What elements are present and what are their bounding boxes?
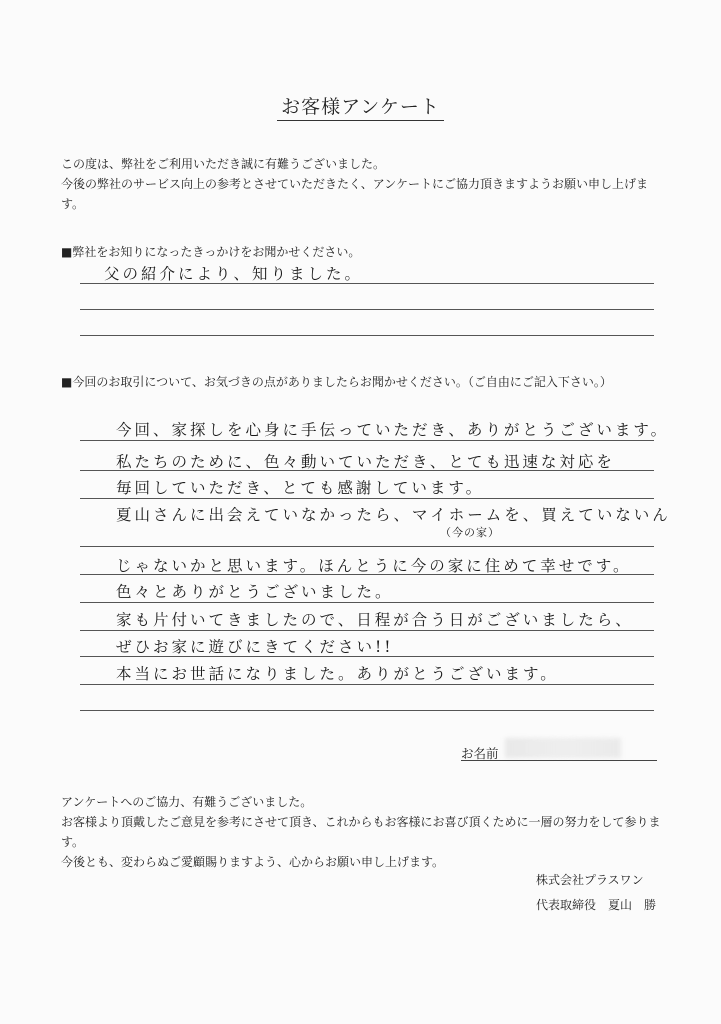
answer-rule xyxy=(80,440,654,441)
answer-line-7: 家も片付いてきましたので、日程が合う日がございましたら、 xyxy=(116,611,634,629)
answer-rule xyxy=(80,684,654,685)
answer-rule xyxy=(80,309,654,310)
answer-line-8: ぜひお家に遊びにきてください!! xyxy=(116,638,394,656)
answer-rule xyxy=(80,630,654,631)
answer-rule xyxy=(80,283,654,284)
question-1-answer: 父の紹介により、知りました。 xyxy=(104,265,364,283)
representative-name: 代表取締役 夏山 勝 xyxy=(536,898,657,912)
answer-line-2: 私たちのために、色々動いていただき、とても迅速な対応を xyxy=(116,453,615,471)
redacted-name xyxy=(505,738,621,758)
answer-insertion: （今の家） xyxy=(440,526,500,539)
answer-rule xyxy=(80,335,654,336)
answer-rule xyxy=(80,574,654,575)
answer-rule xyxy=(80,710,654,711)
answer-rule xyxy=(80,498,654,499)
closing-line-3: 今後とも、変わらぬご愛顧賜りますよう、心からお願い申し上げます。 xyxy=(61,855,445,869)
company-name: 株式会社プラスワン xyxy=(536,873,644,887)
closing-line-1: アンケートへのご協力、有難うございました。 xyxy=(61,795,313,809)
answer-rule xyxy=(80,602,654,603)
closing-line-2: お客様より頂戴したご意見を参考にさせて頂き、これからもお客様にお喜び頂くために一層の努力をして参ります。 xyxy=(61,815,661,849)
name-label: お名前 xyxy=(461,746,499,761)
answer-rule xyxy=(80,656,654,657)
answer-line-1: 今回、家探しを心身に手伝っていただき、ありがとうございます。 xyxy=(116,421,670,439)
question-2-label: ■今回のお取引について、お気づきの点がありましたらお聞かせください。（ご自由にご記入下さい。） xyxy=(61,375,612,389)
answer-line-4: 夏山さんに出会えていなかったら、マイホームを、買えていないん xyxy=(116,506,671,524)
question-1-label: ■弊社をお知りになったきっかけをお聞かせください。 xyxy=(61,245,361,259)
name-rule xyxy=(461,760,657,761)
intro-line-1: この度は、弊社をご利用いただき誠に有難うございました。 xyxy=(61,157,386,171)
answer-line-6: 色々とありがとうございました。 xyxy=(116,583,394,601)
answer-rule xyxy=(80,546,654,547)
answer-rule xyxy=(80,470,654,471)
answer-line-3: 毎回していただき、とても感謝しています。 xyxy=(116,479,485,497)
answer-line-9: 本当にお世話になりました。ありがとうございます。 xyxy=(116,665,559,683)
answer-line-5: じゃないかと思います。ほんとうに今の家に住めて幸せです。 xyxy=(116,557,632,575)
page-title: お客様アンケート xyxy=(0,92,721,119)
intro-line-2: 今後の弊社のサービス向上の参考とさせていただきたく、アンケートにご協力頂きますようお願い申し上げます。 xyxy=(61,177,649,211)
